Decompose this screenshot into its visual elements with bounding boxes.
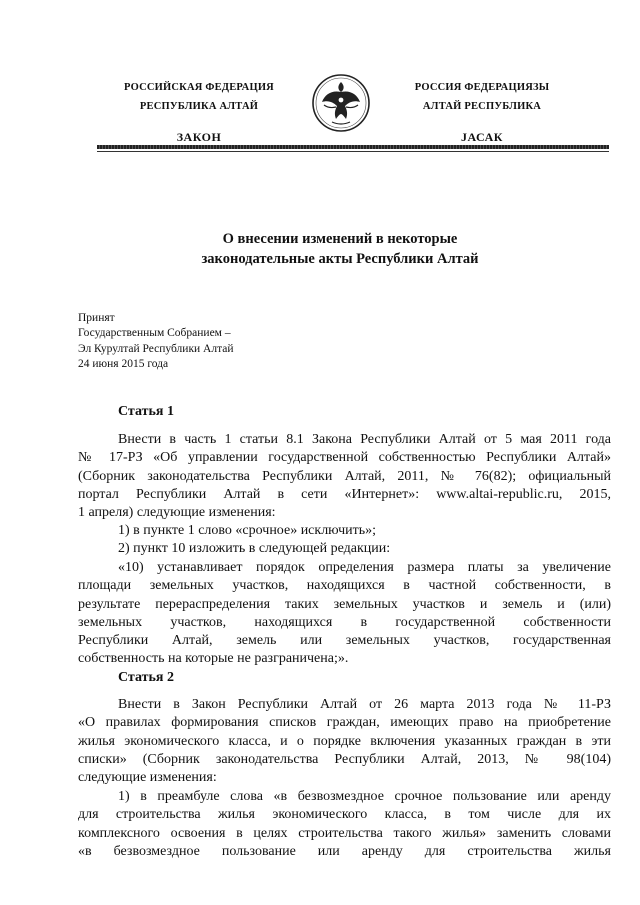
header-left-russian: [108, 78, 290, 147]
article-1-heading: Статья 1: [118, 404, 174, 419]
text-line: портал Республики Алтай в сети «Интернет»: www.altai-republic.ru, 2015,: [78, 486, 611, 502]
law-title: [150, 229, 530, 269]
article-1-quote: [78, 559, 611, 669]
text-line: списки» (Сборник законодательства Республики Алтай, 2013, № 98(104): [78, 751, 611, 767]
text-line: комплексного освоения в целях строительства такого жилья» заменить словами: [78, 825, 611, 841]
text-line: Внести в часть 1 статьи 8.1 Закона Республики Алтай от 5 мая 2011 года: [118, 432, 611, 447]
header-right-country: РОССИЯ ФЕДЕРАЦИЯЗЫ: [414, 82, 550, 93]
adoption-line: Государственным Собранием –: [78, 327, 231, 340]
article-1-item-1: 1) в пункте 1 слово «срочное» исключить»;: [118, 523, 377, 538]
header-right-altai: [392, 78, 572, 147]
text-line: для строительства жилья экономического класса, в том числе для их: [78, 807, 611, 823]
text-line: (Сборник законодательства Республики Алтай, 2011, № 76(82); официальный: [78, 468, 611, 484]
text-line: площади земельных участков, находящихся в частной собственности, в: [78, 578, 611, 594]
text-line: «О правилах формирования списков граждан, имеющих право на приобретение: [78, 715, 611, 731]
text-line: «10) устанавливает порядок определения размера платы за увеличение: [118, 560, 611, 575]
law-title-line: О внесении изменений в некоторые: [222, 231, 458, 247]
law-title-line: законодательные акты Республики Алтай: [201, 251, 479, 267]
adoption-block: [78, 311, 338, 373]
document-header: [0, 72, 640, 152]
article-1-paragraph: [78, 431, 611, 522]
header-divider-thick: [97, 145, 609, 149]
article-1-item-2: 2) пункт 10 изложить в следующей редакции:: [118, 541, 391, 556]
text-line: «в безвозмездное пользование или аренду для строительства жилья: [78, 843, 611, 859]
header-divider-thin: [97, 151, 609, 152]
text-line: 1) в преамбуле слова «в безвозмездное срочное пользование или аренду: [118, 789, 611, 804]
text-line: Внести в Закон Республики Алтай от 26 марта 2013 года № 11-РЗ: [118, 697, 611, 712]
article-2-item-1: [78, 788, 611, 861]
text-line: жилья экономического класса, и о порядке включения указанных граждан в эти: [78, 733, 611, 749]
text-line: следующие изменения:: [78, 770, 217, 786]
header-left-country: РОССИЙСКАЯ ФЕДЕРАЦИЯ: [124, 82, 274, 93]
header-left-republic: РЕСПУБЛИКА АЛТАЙ: [139, 101, 259, 112]
coat-of-arms-icon: [310, 72, 372, 134]
text-line: Республики Алтай, земель или земельных участков, государственная: [78, 633, 611, 649]
header-right-republic: АЛТАЙ РЕСПУБЛИКА: [422, 101, 542, 112]
article-2-paragraph: [78, 696, 611, 787]
text-line: 1 апреля) следующие изменения:: [78, 505, 276, 521]
adoption-date: 24 июня 2015 года: [78, 358, 169, 371]
text-line: земельных участков, находящихся в государственной собственности: [78, 614, 611, 630]
header-left-law: ЗАКОН: [176, 130, 222, 144]
text-line: собственность на которые не разграничена;».: [78, 651, 349, 667]
text-line: № 17-РЗ «Об управлении государственной собственностью Республики Алтай»: [78, 450, 611, 466]
header-right-law: ЈАСАК: [460, 130, 503, 144]
adoption-line: Эл Курултай Республики Алтай: [78, 342, 234, 355]
adoption-line: Принят: [78, 312, 115, 324]
text-line: результате перераспределения таких земельных участков и земель и (или): [78, 596, 611, 612]
article-2-heading: Статья 2: [118, 670, 174, 685]
